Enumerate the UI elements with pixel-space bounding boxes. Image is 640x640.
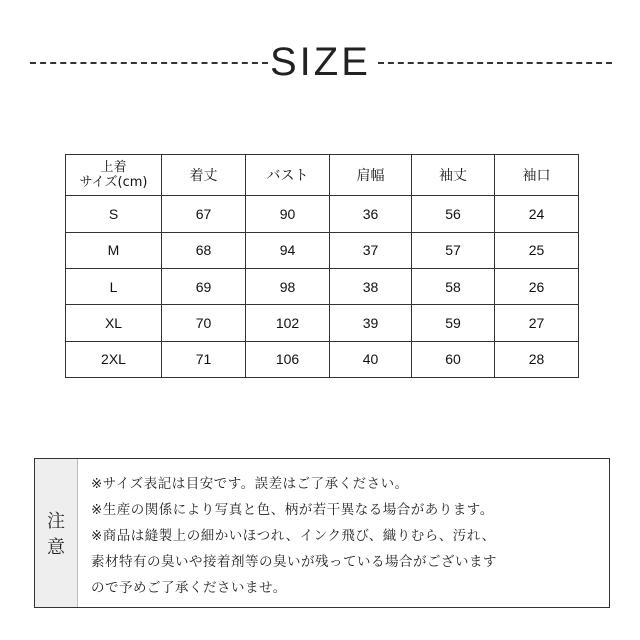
column-header: 着丈 xyxy=(162,155,246,196)
size-cell: L xyxy=(66,268,162,304)
notice-line: ※生産の関係により写真と色、柄が若干異なる場合があります。 xyxy=(91,502,494,518)
table-cell: 94 xyxy=(246,232,330,268)
table-cell: 90 xyxy=(246,196,330,232)
notice-label-char: 注 xyxy=(47,511,65,532)
table-cell: 56 xyxy=(412,196,495,232)
table-cell: 57 xyxy=(412,232,495,268)
dashed-divider-right xyxy=(378,62,612,64)
size-cell: M xyxy=(66,232,162,268)
table-cell: 25 xyxy=(495,232,579,268)
notice-line: 素材特有の臭いや接着剤等の臭いが残っている場合がございます xyxy=(91,554,497,570)
notice-box xyxy=(34,458,610,608)
table-row xyxy=(66,196,579,232)
table-cell: 67 xyxy=(162,196,246,232)
table-cell: 71 xyxy=(162,341,246,377)
table-cell: 37 xyxy=(330,232,412,268)
table-cell: 70 xyxy=(162,305,246,341)
table-row xyxy=(66,305,579,341)
table-cell: 39 xyxy=(330,305,412,341)
size-cell: 2XL xyxy=(66,341,162,377)
table-row xyxy=(66,341,579,377)
table-cell: 40 xyxy=(330,341,412,377)
table-cell: 28 xyxy=(495,341,579,377)
table-cell: 58 xyxy=(412,268,495,304)
notice-line: ※商品は縫製上の細かいほつれ、インク飛び、織りむら、汚れ、 xyxy=(91,528,496,544)
corner-label-line1: 上着 xyxy=(100,160,127,176)
table-header-row xyxy=(66,155,579,196)
dashed-divider-left xyxy=(30,62,268,64)
table-corner-header xyxy=(66,155,162,196)
notice-line: ※サイズ表記は目安です。誤差はご了承ください。 xyxy=(91,476,409,492)
table-cell: 24 xyxy=(495,196,579,232)
notice-text xyxy=(91,471,603,601)
size-cell: XL xyxy=(66,305,162,341)
column-header: 袖口 xyxy=(495,155,579,196)
column-header: バスト xyxy=(246,155,330,196)
table-row xyxy=(66,232,579,268)
notice-line: ので予めご了承くださいませ。 xyxy=(91,580,287,596)
table-cell: 36 xyxy=(330,196,412,232)
size-cell: S xyxy=(66,196,162,232)
table-cell: 60 xyxy=(412,341,495,377)
table-row xyxy=(66,268,579,304)
table-cell: 102 xyxy=(246,305,330,341)
title-row xyxy=(0,38,640,86)
table-cell: 68 xyxy=(162,232,246,268)
size-table xyxy=(65,154,579,378)
table-cell: 98 xyxy=(246,268,330,304)
table-cell: 38 xyxy=(330,268,412,304)
table-cell: 106 xyxy=(246,341,330,377)
notice-label-char: 意 xyxy=(47,537,65,558)
table-cell: 27 xyxy=(495,305,579,341)
column-header: 肩幅 xyxy=(330,155,412,196)
table-cell: 69 xyxy=(162,268,246,304)
column-header: 袖丈 xyxy=(412,155,495,196)
corner-label-line2: サイズ(cm) xyxy=(79,175,148,191)
table-cell: 59 xyxy=(412,305,495,341)
notice-label xyxy=(35,459,78,607)
page-title: SIZE xyxy=(270,40,371,84)
table-cell: 26 xyxy=(495,268,579,304)
